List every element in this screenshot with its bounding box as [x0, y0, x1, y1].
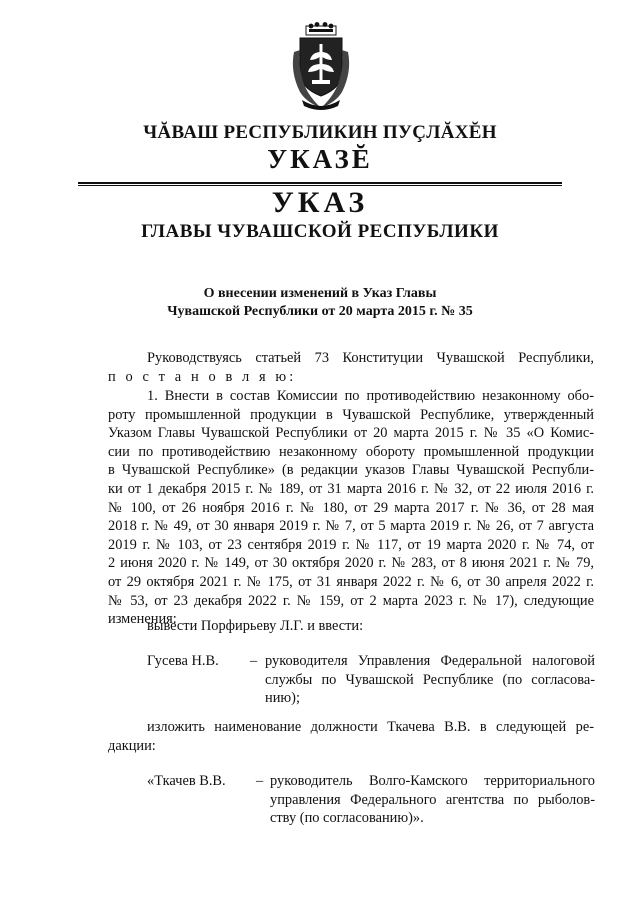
point-1-line: 2019 г. № 103, от 23 сентября 2019 г. № 117, от 19 марта 2020 г. № 74, от: [108, 536, 594, 553]
member-position-line: руководителя Управления Федеральной налоговой: [265, 653, 595, 669]
member-position-line: нию);: [265, 690, 300, 707]
remove-add-line: вывести Порфирьеву Л.Г. и ввести:: [147, 618, 364, 634]
point-1-line: 2 июня 2020 г. № 149, от 30 октября 2020 г. № 283, от 8 июня 2021 г. № 79,: [108, 555, 594, 572]
member-position: [265, 652, 595, 708]
member-dash: –: [256, 773, 264, 789]
point-1-line: от 29 октября 2021 г. № 175, от 31 января 2022 г. № 6, от 30 апреля 2022 г.: [108, 573, 594, 590]
member-position-line: управления Федерального агентства по рыболов-: [270, 791, 595, 808]
member-entry-tkachev: [0, 772, 640, 832]
point-1-line: 2018 г. № 49, от 30 января 2019 г. № 7, от 5 марта 2019 г. № 26, от 7 августа: [108, 518, 594, 535]
point-1-paragraph: [108, 387, 594, 629]
intro-block: [108, 349, 594, 386]
header-divider-thick: [78, 182, 562, 184]
chuvash-emblem-icon: [288, 22, 354, 112]
intro-line-1: Руководствуясь статьей 73 Конституции Чувашской Республики,: [147, 350, 594, 366]
member-name: Гусева Н.В.: [147, 653, 219, 669]
point-1-line: № 53, от 23 декабря 2022 г. № 159, от 2 марта 2023 г. № 17), следующие: [108, 592, 594, 609]
rename-instruction: [108, 718, 594, 755]
member-name: «Ткачев В.В.: [147, 773, 226, 789]
rename-line: изложить наименование должности Ткачева В.В. в следующей ре-: [147, 719, 594, 735]
chuvash-header-line: ЧĂВАШ РЕСПУБЛИКИН ПУÇЛĂХĔН: [143, 122, 497, 143]
decree-word: п о с т а н о в л я ю:: [108, 368, 297, 385]
point-1-line: 1. Внести в состав Комиссии по противодействию незаконному обо-: [147, 388, 594, 404]
member-position-line: ству (по согласованию)».: [270, 810, 424, 827]
point-1-line: № 100, от 26 ноября 2016 г. № 180, от 29 марта 2017 г. № 36, от 28 мая: [108, 499, 594, 516]
member-dash: –: [250, 653, 258, 669]
rename-line: дакции:: [108, 737, 156, 754]
point-1-line: ки от 1 декабря 2015 г. № 189, от 31 марта 2016 г. № 32, от 22 июля 2016 г.: [108, 480, 594, 497]
point-1-line: изменения:: [108, 611, 177, 628]
subject-line-2: Чувашской Республики от 20 марта 2015 г. № 35: [167, 304, 473, 319]
member-entry-guseva: [0, 652, 640, 712]
member-position: [270, 772, 595, 828]
subject-line-1: О внесении изменений в Указ Главы: [203, 286, 437, 301]
remove-add-instruction: [108, 617, 594, 636]
point-1-line: Указом Главы Чувашской Республики от 20 марта 2015 г. № 35 «О Комис-: [108, 425, 594, 442]
document-type-title: УКАЗ: [271, 186, 369, 219]
chuvash-ukaze-title: УКАЗĔ: [267, 144, 373, 174]
point-1-line: роту промышленной продукции в Чувашской Республике, утвержденный: [108, 406, 594, 423]
member-position-line: службы по Чувашской Республике (по согласова-: [265, 671, 595, 688]
member-position-line: руководитель Волго-Камского территориального: [270, 773, 595, 789]
point-1-line: в Чувашской Республике» (в редакции указов Главы Чувашской Республи-: [108, 462, 594, 479]
point-1-line: сии по противодействию незаконному обороту промышленной продукции: [108, 443, 594, 460]
issuer-title: ГЛАВЫ ЧУВАШСКОЙ РЕСПУБЛИКИ: [141, 221, 499, 242]
